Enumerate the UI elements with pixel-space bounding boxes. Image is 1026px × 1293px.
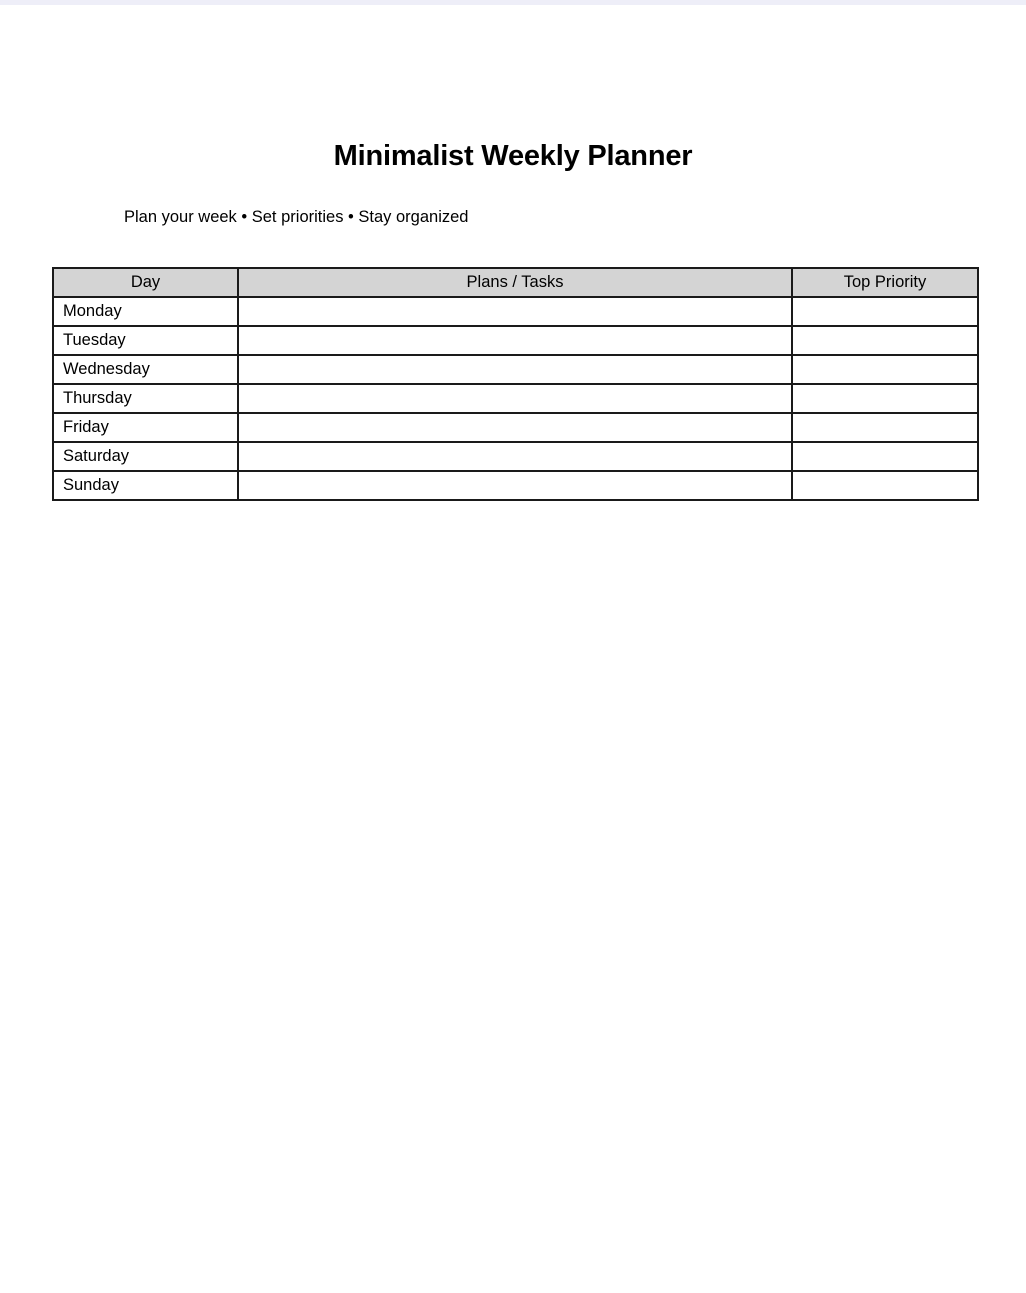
priority-cell[interactable]	[792, 384, 978, 413]
day-cell: Tuesday	[53, 326, 238, 355]
table-header-row	[53, 268, 978, 297]
plans-cell[interactable]	[238, 442, 792, 471]
plans-cell[interactable]	[238, 384, 792, 413]
table-row	[53, 384, 978, 413]
priority-cell[interactable]	[792, 442, 978, 471]
day-cell: Monday	[53, 297, 238, 326]
day-cell: Wednesday	[53, 355, 238, 384]
plans-cell[interactable]	[238, 471, 792, 500]
table-row	[53, 355, 978, 384]
table-row	[53, 326, 978, 355]
top-strip	[0, 0, 1026, 5]
table-row	[53, 471, 978, 500]
day-cell: Sunday	[53, 471, 238, 500]
column-header-priority: Top Priority	[792, 268, 978, 297]
plans-cell[interactable]	[238, 326, 792, 355]
plans-cell[interactable]	[238, 413, 792, 442]
weekly-planner-table	[52, 267, 979, 501]
priority-cell[interactable]	[792, 413, 978, 442]
day-cell: Friday	[53, 413, 238, 442]
priority-cell[interactable]	[792, 471, 978, 500]
page-title: Minimalist Weekly Planner	[333, 140, 693, 172]
priority-cell[interactable]	[792, 297, 978, 326]
plans-cell[interactable]	[238, 297, 792, 326]
table-row	[53, 297, 978, 326]
day-cell: Thursday	[53, 384, 238, 413]
priority-cell[interactable]	[792, 326, 978, 355]
table-row	[53, 442, 978, 471]
column-header-plans: Plans / Tasks	[238, 268, 792, 297]
table-row	[53, 413, 978, 442]
day-cell: Saturday	[53, 442, 238, 471]
plans-cell[interactable]	[238, 355, 792, 384]
page-subtitle: Plan your week • Set priorities • Stay organized	[124, 208, 469, 226]
priority-cell[interactable]	[792, 355, 978, 384]
column-header-day: Day	[53, 268, 238, 297]
